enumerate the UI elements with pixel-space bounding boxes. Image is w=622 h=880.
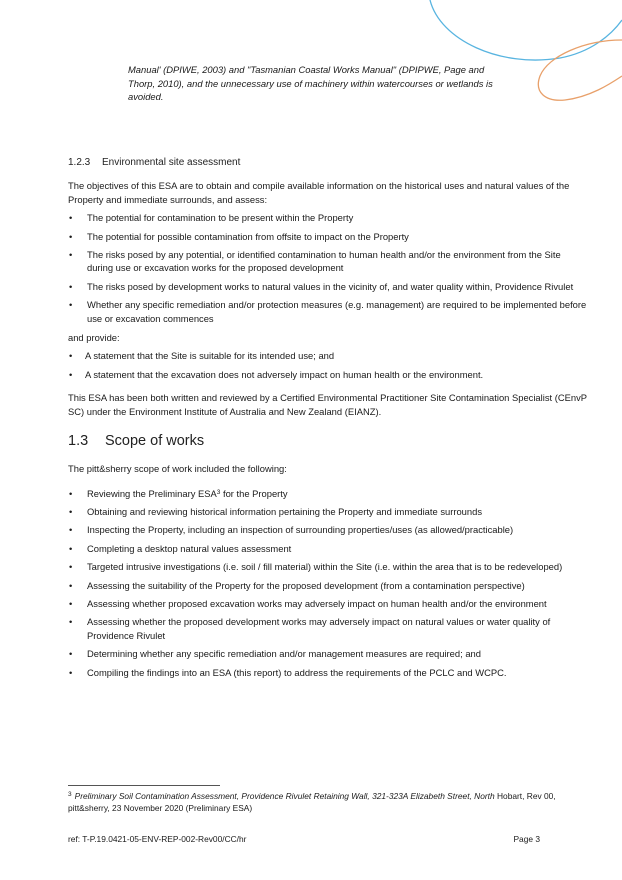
list-item: • The potential for contamination to be present within the Property [68, 211, 588, 224]
page-footer [68, 833, 540, 846]
scope-intro-paragraph: The pitt&sherry scope of work included the following: [68, 463, 287, 475]
blue-arc [430, 0, 622, 60]
list-item: • A statement that the excavation does not adversely impact on human health or the environment. [68, 368, 588, 381]
assess-list [68, 211, 588, 325]
body-content [68, 156, 588, 685]
section-title: Environmental site assessment [102, 157, 241, 168]
list-item: • Assessing whether proposed excavation works may adversely impact on human health and/or the environment [68, 597, 588, 610]
document-reference: ref: T-P.19.0421-05-ENV-REP-002-Rev00/CC/hr [68, 834, 247, 844]
list-item-text-tail: for the Property [220, 487, 288, 499]
and-provide-text: and provide: [68, 332, 120, 344]
footnote-title: Preliminary Soil Contamination Assessment, Providence Rivulet Retaining Wall, 321-323A Elizabeth Street, North [74, 791, 495, 801]
section-heading-1-3 [68, 432, 588, 450]
list-item [68, 487, 588, 500]
section-number: 1.3 [68, 433, 89, 450]
section-heading-1-2-3 [68, 156, 588, 169]
list-item: • Targeted intrusive investigations (i.e. soil / fill material) within the Site (i.e. within the area that is to be redeveloped) [68, 560, 588, 573]
footnote [68, 789, 558, 814]
esa-intro-paragraph: The objectives of this ESA are to obtain and compile available information on the historical uses and natural values of the Property and immediate surrounds, and assess: [68, 180, 570, 205]
list-item-text: Reviewing the Preliminary ESA [87, 487, 217, 499]
footnote-marker: 3 [68, 791, 72, 798]
esa-closing-paragraph: This ESA has been both written and reviewed by a Certified Environmental Practitioner Site Contamination Specialist (CEnvP SC) under the Environment Institute of Australia and New Zealand (EIANZ). [68, 392, 587, 417]
scope-list [68, 487, 588, 679]
list-item: • Inspecting the Property, including an inspection of surrounding properties/uses (as allowed/practicable) [68, 523, 588, 536]
section-number: 1.2.3 [68, 157, 91, 168]
orange-arc [538, 40, 622, 100]
list-item: • Obtaining and reviewing historical information pertaining the Property and immediate surrounds [68, 505, 588, 518]
list-item: • Assessing whether the proposed development works may adversely impact on natural values or water quality of Providence Rivulet [68, 615, 588, 642]
page-number: Page 3 [513, 834, 540, 844]
list-item: • A statement that the Site is suitable for its intended use; and [68, 349, 588, 362]
list-item: • The risks posed by development works to natural values in the vicinity of, and water quality within, Providence Rivulet [68, 280, 588, 293]
list-item: • Completing a desktop natural values assessment [68, 542, 588, 555]
section-title: Scope of works [105, 433, 205, 450]
quoted-text: Manual' (DPIWE, 2003) and "Tasmanian Coastal Works Manual" (DPIPWE, Page and Thorp, 2010), and the unnecessary use of machinery within watercourses or wetlands is avoided. [128, 64, 493, 103]
footnote-reference[interactable]: 3 [216, 488, 221, 496]
list-item: • Assessing the suitability of the Property for the proposed development (from a contamination perspective) [68, 579, 588, 592]
footnote-divider [68, 785, 220, 786]
provide-list [68, 349, 588, 381]
footnote-rest: Hobart, Rev 00, pitt&sherry, 23 November 2020 (Preliminary ESA) [68, 791, 556, 813]
list-item: • Compiling the findings into an ESA (this report) to address the requirements of the PCLC and WCPC. [68, 666, 588, 679]
list-item: • The risks posed by any potential, or identified contamination to human health and/or the environment from the Site during use or excavation works for the proposed development [68, 248, 588, 275]
list-item: • The potential for possible contamination from offsite to impact on the Property [68, 230, 588, 243]
list-item: • Whether any specific remediation and/or protection measures (e.g. management) are required to be implemented before use or excavation commences [68, 298, 588, 325]
list-item: • Determining whether any specific remediation and/or management measures are required; and [68, 647, 588, 660]
